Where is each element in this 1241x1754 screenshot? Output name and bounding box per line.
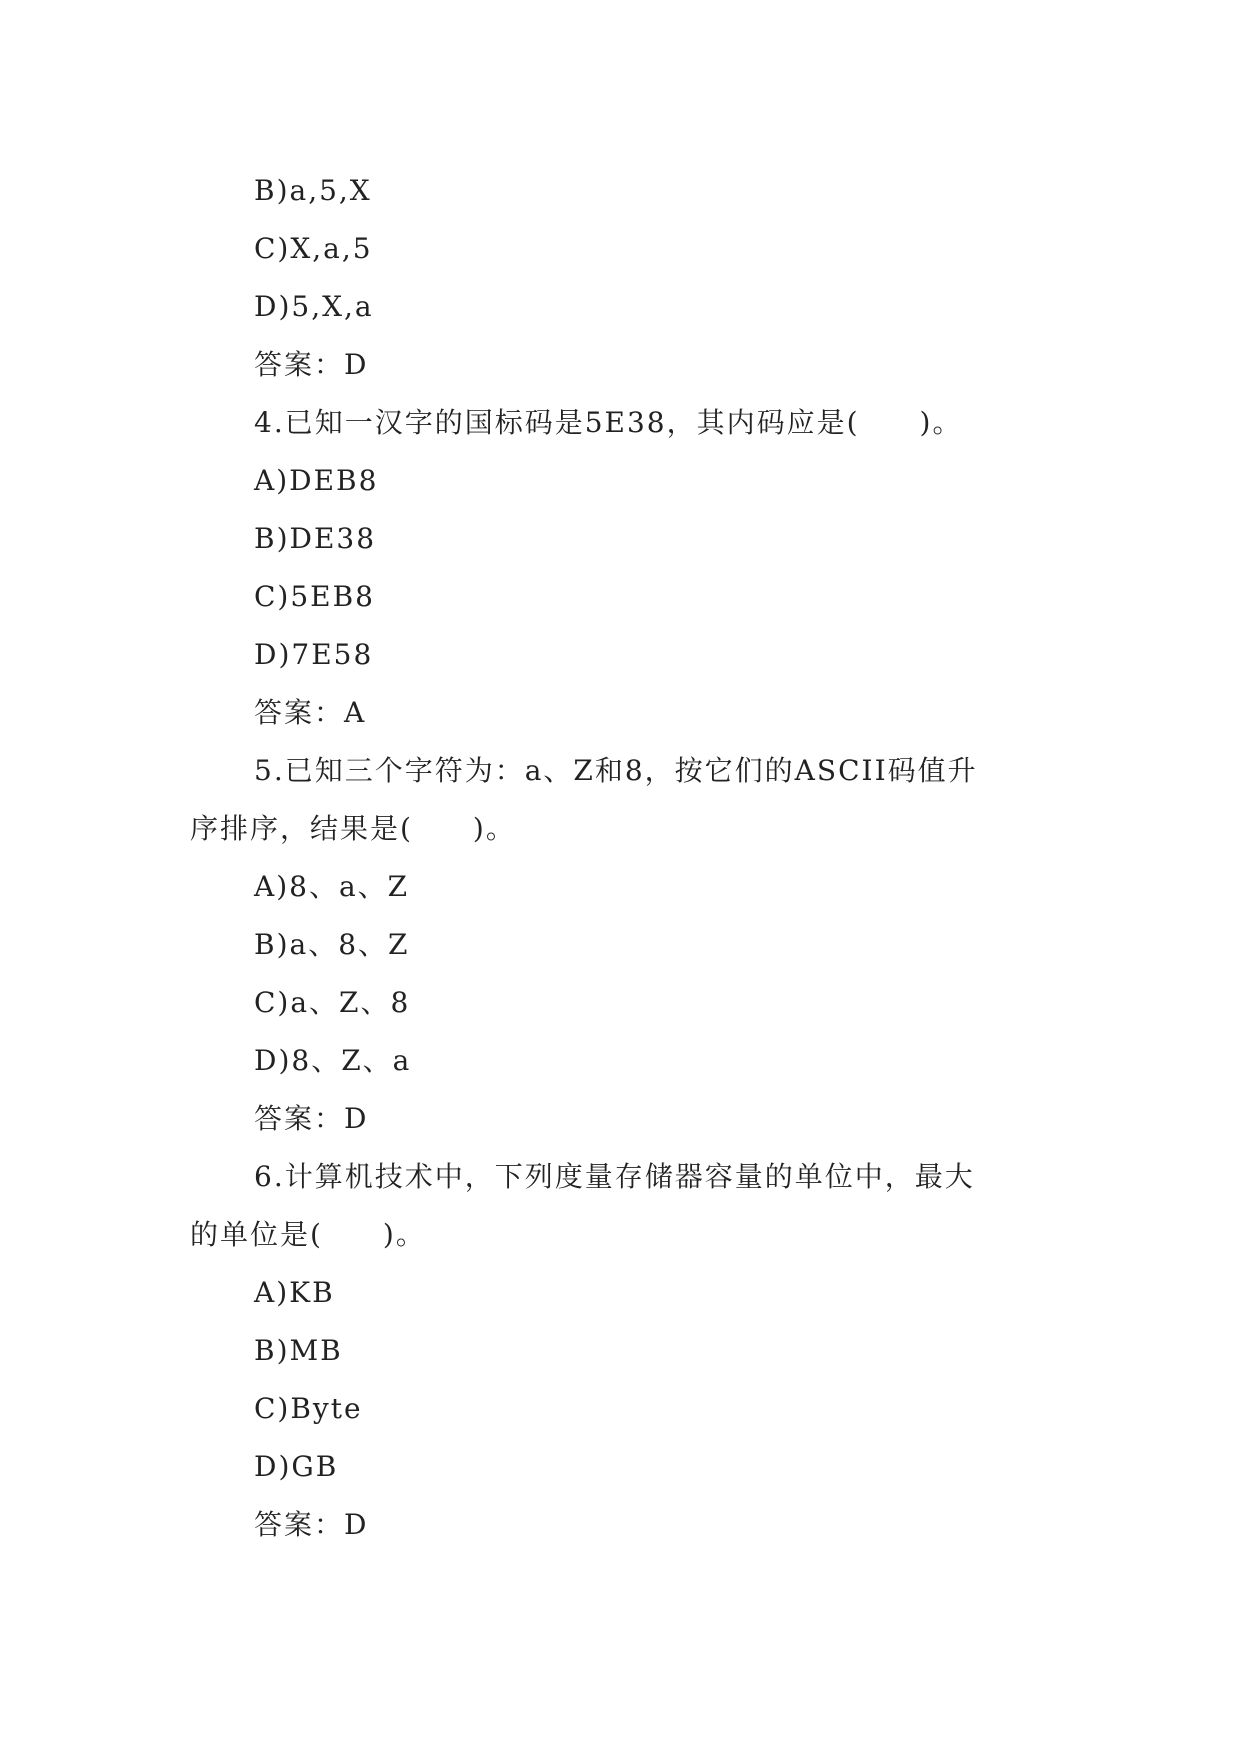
q3-option-b: B)a,5,X [254,174,372,207]
document-body [190,162,1060,1554]
q4-stem: 4.已知一汉字的国标码是5E38，其内码应是( )。 [254,406,963,439]
q6-option-b: B)MB [254,1334,343,1367]
q3-option-c: C)X,a,5 [254,232,373,265]
q4-option-c: C)5EB8 [254,580,375,613]
q5-stem-line2: 序排序，结果是( )。 [190,812,516,845]
q3-option-d: D)5,X,a [254,290,374,323]
q5-option-a: A)8、a、Z [254,870,410,903]
q5-option-c: C)a、Z、8 [254,986,411,1019]
q5-answer: 答案：D [254,1102,369,1135]
q5-stem-line1: 5.已知三个字符为：a、Z和8，按它们的ASCII码值升 [254,754,978,787]
q6-stem-line2: 的单位是( )。 [190,1218,426,1251]
q6-stem-line1: 6.计算机技术中，下列度量存储器容量的单位中，最大 [254,1160,975,1193]
q4-option-d: D)7E58 [254,638,374,671]
q4-answer: 答案：A [254,696,367,729]
q5-option-b: B)a、8、Z [254,928,410,961]
q6-option-d: D)GB [254,1450,339,1483]
q6-option-a: A)KB [254,1276,335,1309]
q5-option-d: D)8、Z、a [254,1044,412,1077]
q3-answer: 答案：D [254,348,369,381]
q4-option-a: A)DEB8 [254,464,379,497]
q4-option-b: B)DE38 [254,522,377,555]
q6-answer: 答案：D [254,1508,369,1541]
q6-option-c: C)Byte [254,1392,363,1425]
